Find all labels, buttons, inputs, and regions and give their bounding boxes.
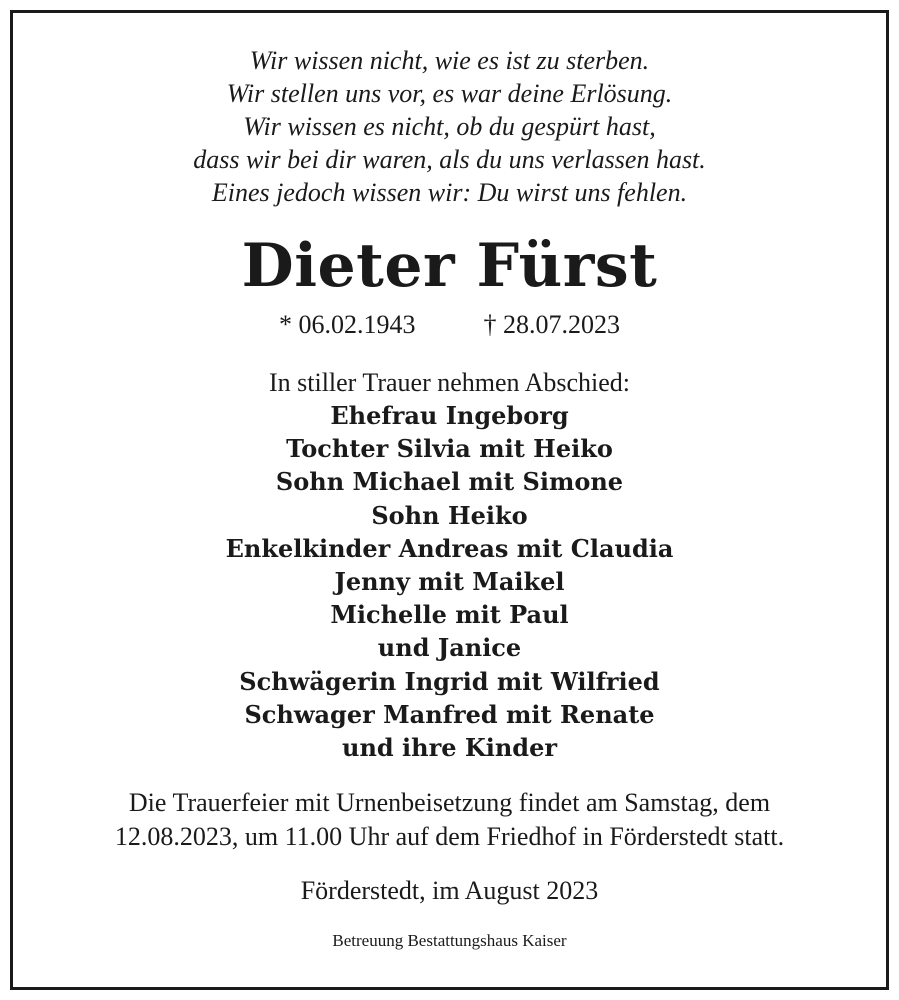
mourner: Michelle mit Paul xyxy=(330,600,569,630)
funeral-home: Betreuung Bestattungshaus Kaiser xyxy=(332,931,567,950)
mourner: Jenny mit Maikel xyxy=(334,567,565,597)
service-line: Die Trauerfeier mit Urnenbeisetzung findet am Samstag, dem xyxy=(128,788,771,817)
mourner: Ehefrau Ingeborg xyxy=(330,401,569,430)
mourner: Tochter Silvia mit Heiko xyxy=(286,434,613,464)
mourner: Sohn Heiko xyxy=(371,500,528,530)
mourner: Schwägerin Ingrid mit Wilfried xyxy=(239,666,660,696)
mourner: und Janice xyxy=(377,633,522,663)
deceased-name: Dieter Fürst xyxy=(241,231,658,301)
life-dates xyxy=(0,307,899,343)
death-date: † 28.07.2023 xyxy=(483,310,620,339)
poem-line: Wir wissen nicht, wie es ist zu sterben. xyxy=(249,46,650,75)
mourner: Sohn Michael mit Simone xyxy=(275,467,624,497)
mourner: Enkelkinder Andreas mit Claudia xyxy=(225,533,674,563)
poem-line: Wir wissen es nicht, ob du gespürt hast, xyxy=(243,112,656,141)
poem xyxy=(0,44,899,209)
service-info xyxy=(0,786,899,854)
farewell-intro: In stiller Trauer nehmen Abschied: xyxy=(268,368,631,397)
place-date: Förderstedt, im August 2023 xyxy=(300,876,599,905)
birth-date: * 06.02.1943 xyxy=(279,310,416,339)
mourner: und ihre Kinder xyxy=(342,733,557,763)
mourner: Schwager Manfred mit Renate xyxy=(244,699,655,729)
mourner-list xyxy=(0,399,899,764)
poem-line: Wir stellen uns vor, es war deine Erlösung. xyxy=(226,79,673,108)
service-line: 12.08.2023, um 11.00 Uhr auf dem Friedhof in Förderstedt statt. xyxy=(114,822,785,851)
poem-line: Eines jedoch wissen wir: Du wirst uns fehlen. xyxy=(211,178,688,207)
poem-line: dass wir bei dir waren, als du uns verlassen hast. xyxy=(193,145,706,174)
